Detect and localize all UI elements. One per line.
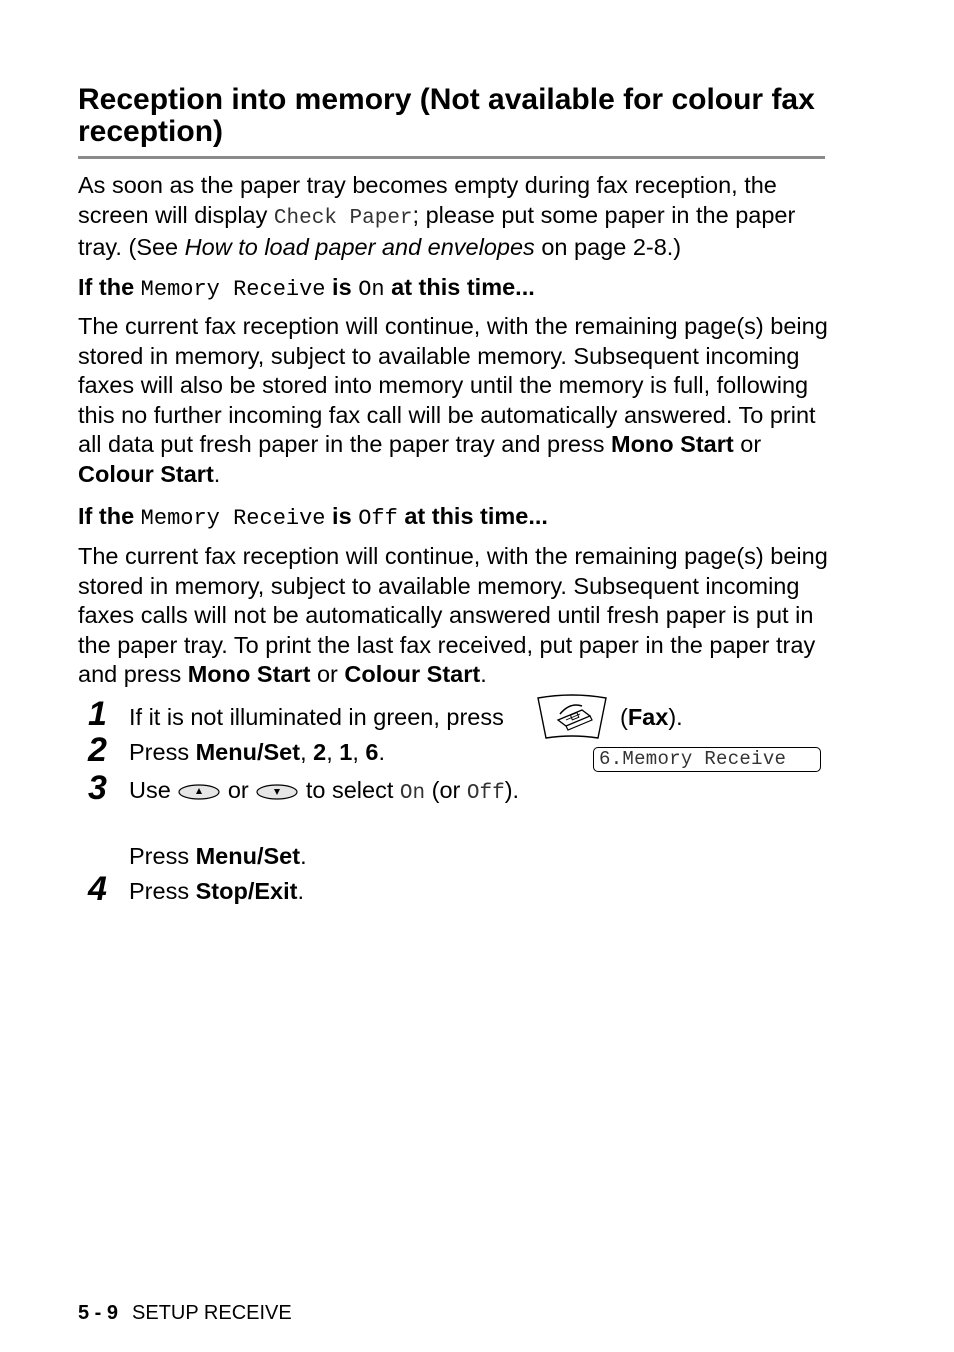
- fax-machine-icon: [536, 694, 608, 740]
- paragraph-text: .: [480, 661, 487, 687]
- step-text: (or: [425, 777, 467, 803]
- step-1-text: [129, 703, 504, 732]
- step-text: .: [300, 843, 307, 869]
- step-number-4: 4: [88, 870, 107, 908]
- key-colour-start: Colour Start: [344, 661, 481, 687]
- page-title: Reception into memory (Not available for colour fax reception): [78, 83, 815, 148]
- page-footer: [78, 1301, 292, 1325]
- intro-text-2: ; please put some paper in the paper tray. (See: [78, 201, 796, 260]
- heading-setting-name: Memory Receive: [140, 506, 326, 531]
- cross-reference: How to load paper and envelopes: [184, 234, 535, 260]
- step-text: to select: [299, 777, 400, 803]
- heading-text: at this time...: [384, 274, 535, 300]
- step-text: .: [297, 878, 304, 904]
- key-colour-start: Colour Start: [78, 460, 214, 487]
- lcd-message-check-paper: Check Paper: [273, 206, 413, 230]
- step-text: ,: [300, 739, 314, 765]
- paragraph-text: The current fax reception will continue, with the remaining page(s) being stored in memory, subject to available memory. Subsequent incoming faxes will also be stored into memory until the memory is full, following this no further incoming fax call will be automatically answered. To print all data put fresh paper in the paper tray and press: [78, 313, 828, 457]
- key-fax: Fax: [627, 704, 669, 730]
- step-number-2: 2: [88, 731, 107, 769]
- step-3-text: [129, 776, 529, 808]
- key-6: 6: [365, 739, 379, 765]
- step-text: Press: [129, 843, 196, 869]
- paragraph-text: or: [733, 431, 762, 457]
- key-mono-start: Mono Start: [187, 661, 311, 687]
- step-text: If it is not illuminated in green, press: [129, 704, 504, 730]
- paragraph-text: .: [213, 460, 221, 487]
- key-1: 1: [339, 739, 353, 765]
- step-text: Press: [129, 739, 196, 765]
- heading-setting-name: Memory Receive: [140, 277, 326, 302]
- heading-text: is: [325, 274, 359, 300]
- heading-text: If the: [78, 274, 141, 300]
- key-mono-start: Mono Start: [611, 431, 734, 457]
- step-text: Use: [129, 777, 178, 803]
- key-menu-set: Menu/Set: [195, 843, 301, 869]
- step-number-1: 1: [88, 695, 107, 733]
- setting-on: On: [399, 782, 426, 805]
- page-number: 5 - 9: [78, 1302, 119, 1324]
- paragraph-text: or: [310, 661, 345, 687]
- heading-setting-value: Off: [358, 506, 398, 531]
- step-4-text: [129, 877, 304, 906]
- step-text: ).: [668, 704, 683, 730]
- up-arrow-icon: [177, 783, 221, 801]
- heading-text: If the: [78, 503, 141, 529]
- step-text: or: [221, 777, 256, 803]
- key-menu-set: Menu/Set: [195, 739, 301, 765]
- step-text: ).: [504, 777, 520, 803]
- setting-off: Off: [466, 782, 505, 805]
- step-text: (: [620, 704, 628, 730]
- heading-text: is: [325, 503, 359, 529]
- heading-memory-receive-off: [78, 501, 828, 534]
- paragraph-text: The current fax reception will continue, with the remaining page(s) being stored in memory, subject to available memory. Subsequent incoming faxes calls will not be automatically answered until fresh paper is put in the paper tray. To print the last fax received, put paper in the paper tray and press: [78, 543, 828, 687]
- step-number-3: 3: [88, 769, 107, 807]
- down-arrow-icon: [255, 783, 299, 801]
- lcd-display: 6.Memory Receive: [593, 747, 821, 772]
- paragraph-on: [78, 312, 828, 489]
- step-text: ,: [352, 739, 366, 765]
- paragraph-off: [78, 542, 828, 690]
- key-stop-exit: Stop/Exit: [195, 878, 298, 904]
- key-2: 2: [313, 739, 327, 765]
- intro-text-3: on page 2-8.): [534, 234, 682, 260]
- step-text: .: [378, 739, 386, 765]
- step-text: ,: [326, 739, 340, 765]
- intro-text-1: As soon as the paper tray becomes empty during fax reception, the screen will display: [78, 172, 777, 228]
- step-2-text: [129, 738, 385, 767]
- heading-text: at this time...: [397, 503, 548, 529]
- heading-setting-value: On: [358, 277, 385, 302]
- step-3-press: [129, 842, 307, 871]
- title-rule: [78, 156, 825, 159]
- section-name: SETUP RECEIVE: [132, 1302, 292, 1324]
- heading-memory-receive-on: [78, 272, 828, 305]
- step-text: Press: [129, 878, 196, 904]
- step-1-fax-label: [620, 703, 683, 732]
- intro-paragraph: [78, 171, 828, 263]
